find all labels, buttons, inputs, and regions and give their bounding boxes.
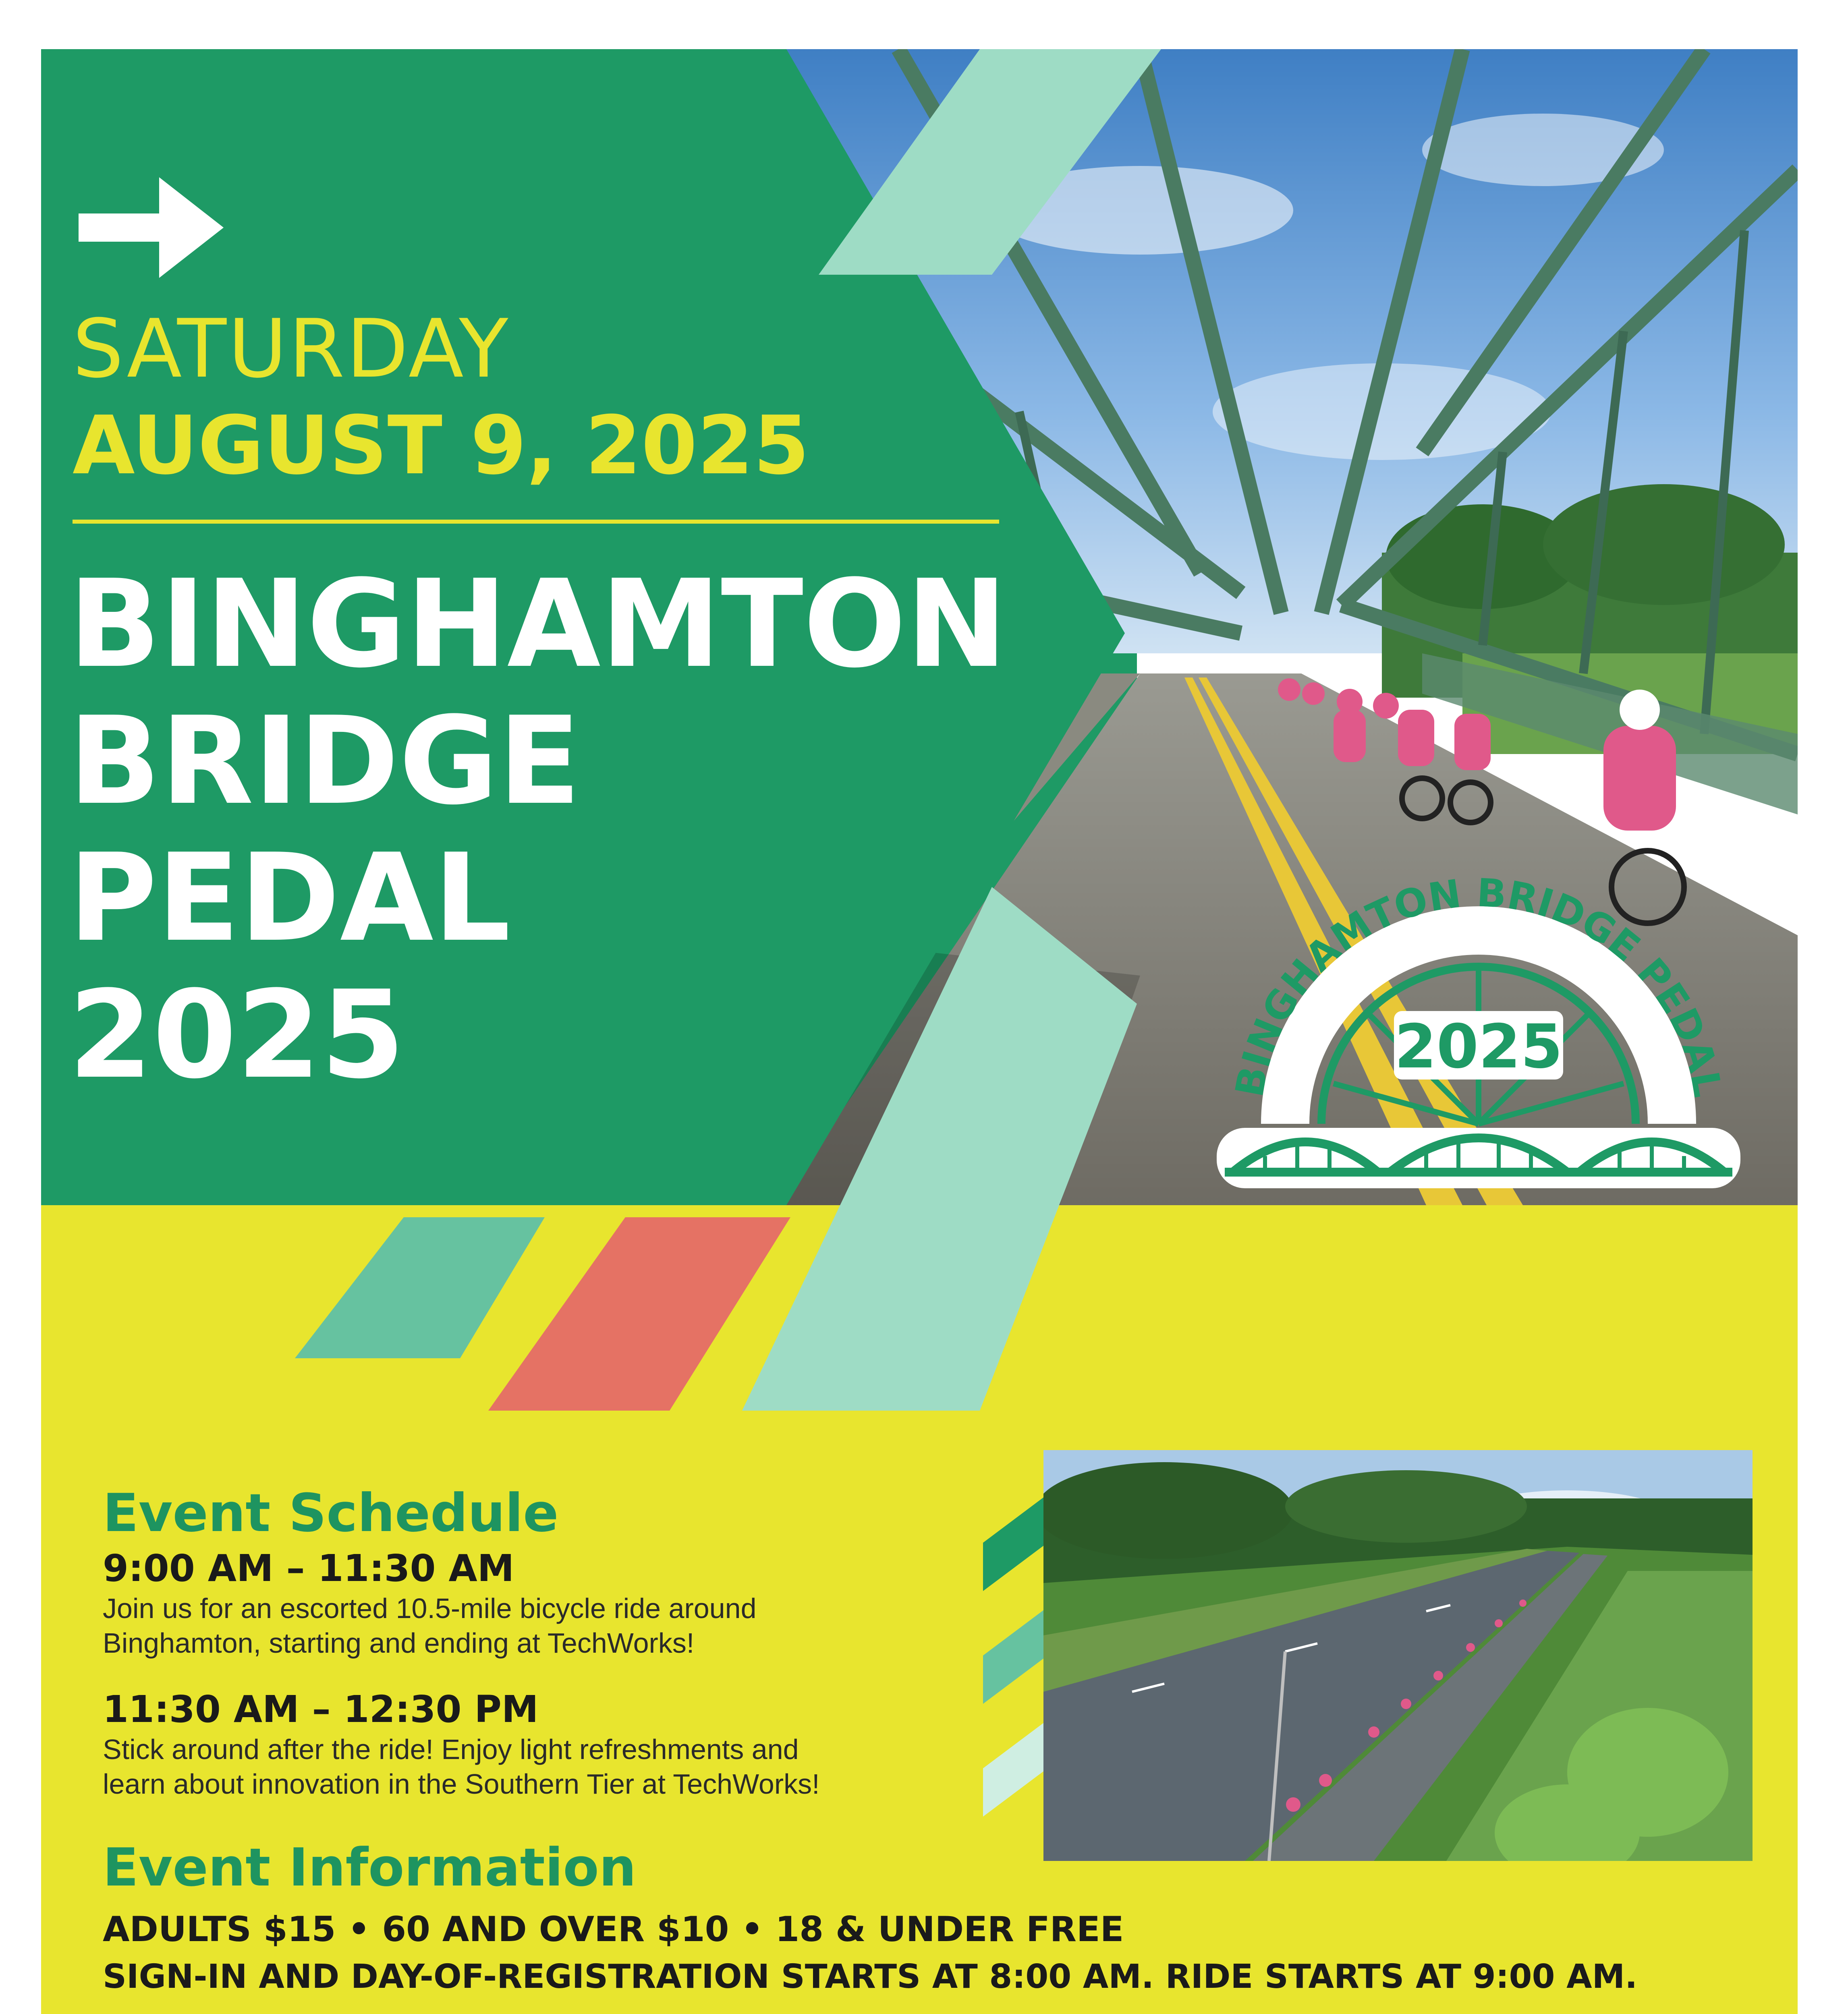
schedule-desc-line: Join us for an escorted 10.5-mile bicycle ride around <box>103 1593 757 1624</box>
title-line: PEDAL <box>68 828 511 968</box>
event-day: SATURDAY <box>73 302 510 396</box>
title-line: BRIDGE <box>68 691 581 831</box>
schedule-desc-2 <box>103 1732 949 1801</box>
schedule-desc-line: learn about innovation in the Southern Tier at TechWorks! <box>103 1768 820 1800</box>
event-title <box>68 556 1007 1104</box>
highway-photo <box>1043 1450 1753 1861</box>
info-heading: Event Information <box>103 1837 637 1898</box>
schedule-desc-1 <box>103 1591 929 1660</box>
schedule-desc-line: Binghamton, starting and ending at TechWorks! <box>103 1627 695 1659</box>
title-line: 2025 <box>68 965 405 1105</box>
info-prices: ADULTS $15 • 60 AND OVER $10 • 18 & UNDER FREE <box>103 1909 1124 1950</box>
info-signin: SIGN-IN AND DAY-OF-REGISTRATION STARTS AT 8:00 AM. RIDE STARTS AT 9:00 AM. <box>103 1958 1638 1996</box>
event-date: AUGUST 9, 2025 <box>73 399 810 493</box>
title-line: BINGHAMTON <box>68 554 1008 694</box>
arrow-right-icon <box>79 177 224 278</box>
schedule-desc-line: Stick around after the ride! Enjoy light refreshments and <box>103 1734 799 1765</box>
schedule-time-1: 9:00 AM – 11:30 AM <box>103 1547 514 1590</box>
bridge-pedal-badge-logo <box>1201 866 1757 1196</box>
schedule-time-2: 11:30 AM – 12:30 PM <box>103 1688 539 1731</box>
badge-arc-text: BINGHAMTON BRIDGE PEDAL <box>1226 870 1730 1100</box>
schedule-heading: Event Schedule <box>103 1482 559 1544</box>
badge-year: 2025 <box>1394 1012 1563 1082</box>
hero-divider <box>73 520 999 524</box>
